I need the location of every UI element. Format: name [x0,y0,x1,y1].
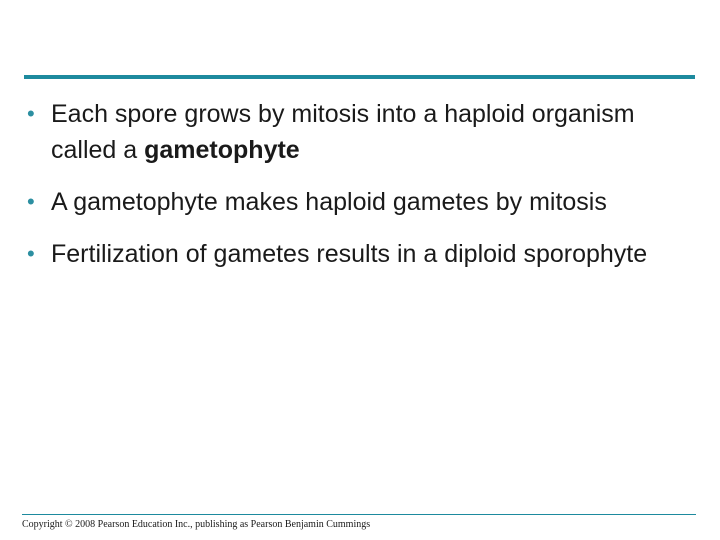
bullet-icon: • [27,189,35,214]
bold-term: gametophyte [144,136,300,164]
bullet-icon: • [27,101,35,126]
bullet-item-gametophyte-gametes [24,184,664,220]
bullet-item-spore-growth [24,96,664,168]
copyright-notice: Copyright © 2008 Pearson Education Inc., publishing as Pearson Benjamin Cummings [22,519,371,530]
title-divider-rule [24,75,695,79]
bullet-icon: • [27,241,35,266]
bullet-item-fertilization [24,236,664,272]
footer-divider-rule [22,514,696,515]
bullet-text: Each spore grows by mitosis into a haploid organism called a [51,100,635,164]
bullet-text: Fertilization of gametes results in a diploid sporophyte [51,240,648,268]
bullet-text: A gametophyte makes haploid gametes by mitosis [51,188,607,216]
bullet-list [24,96,664,288]
